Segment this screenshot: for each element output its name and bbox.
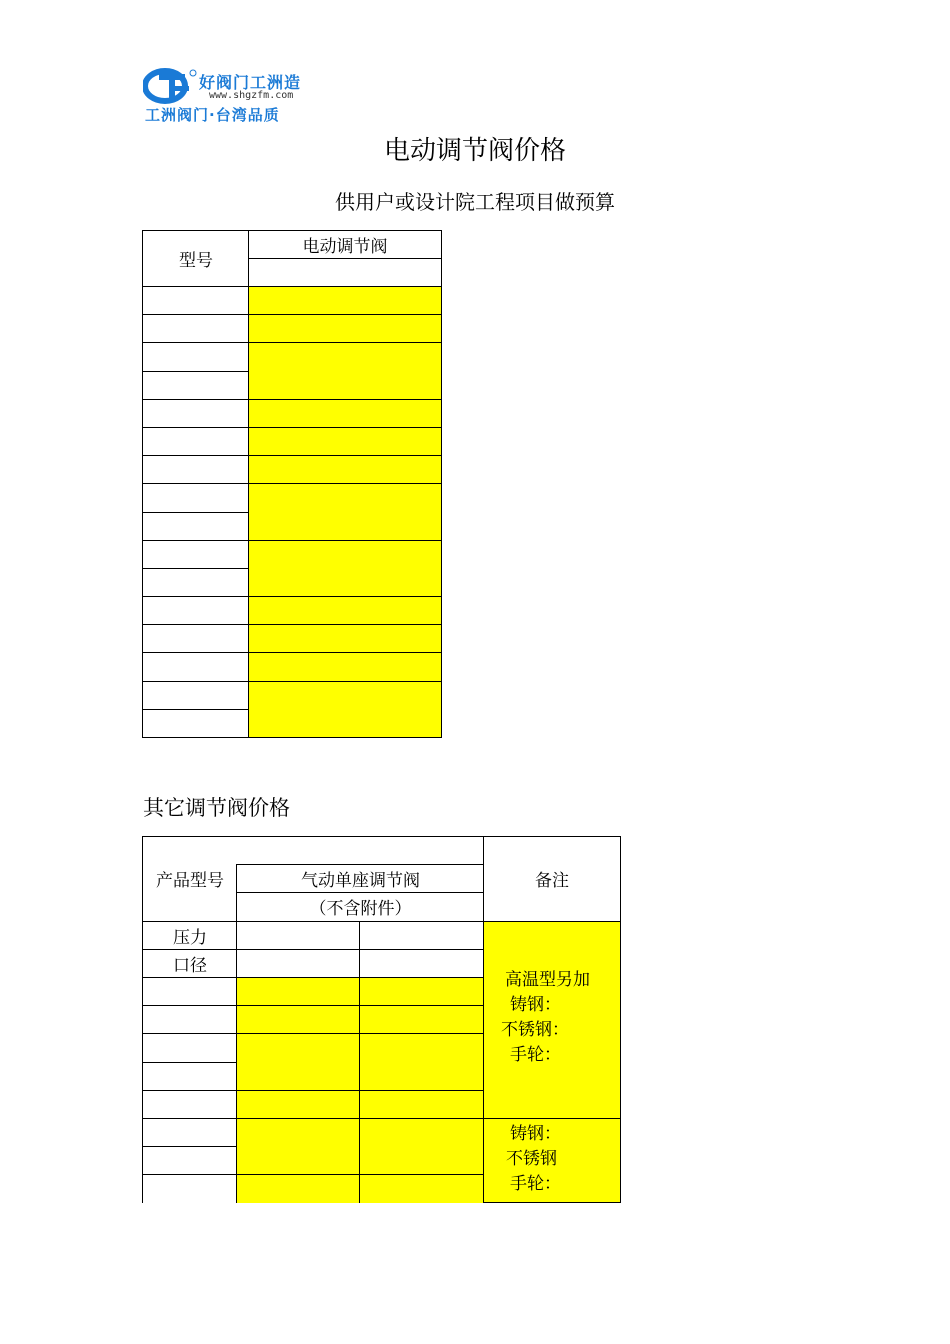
logo-slogan: 工洲阀门·台湾品质 — [145, 106, 280, 124]
table1-model-header: 型号 — [179, 250, 213, 271]
note2-line3: 手轮： — [510, 1174, 561, 1194]
note2-line2: 不锈钢 — [506, 1149, 557, 1169]
note2-line1: 铸钢： — [510, 1124, 561, 1144]
table2-product-header: 产品型号 — [156, 871, 224, 891]
section-title-other-valves: 其它调节阀价格 — [143, 796, 290, 820]
page-subtitle: 供用户或设计院工程项目做预算 — [335, 190, 615, 214]
note1-line3: 不锈钢： — [501, 1020, 569, 1040]
table2-valve-header: 气动单座调节阀 — [301, 870, 420, 891]
table2-pressure-label: 压力 — [173, 927, 207, 948]
table1-price-column — [249, 286, 441, 738]
gz-logo-icon — [143, 68, 199, 104]
company-logo — [143, 68, 313, 124]
note1-line1: 高温型另加 — [505, 970, 590, 990]
table1-valve-header: 电动调节阀 — [302, 236, 388, 257]
table2-valve-subheader: （不含附件） — [309, 899, 412, 919]
table2-diameter-label: 口径 — [173, 955, 207, 976]
note1-line4: 手轮： — [510, 1045, 561, 1065]
logo-url: www.shgzfm.com — [209, 90, 294, 101]
page-title: 电动调节阀价格 — [383, 136, 566, 166]
note1-line2: 铸钢： — [510, 995, 561, 1015]
table2-remark-header: 备注 — [535, 871, 569, 891]
logo-name: 好阀门工洲造 — [199, 73, 302, 92]
